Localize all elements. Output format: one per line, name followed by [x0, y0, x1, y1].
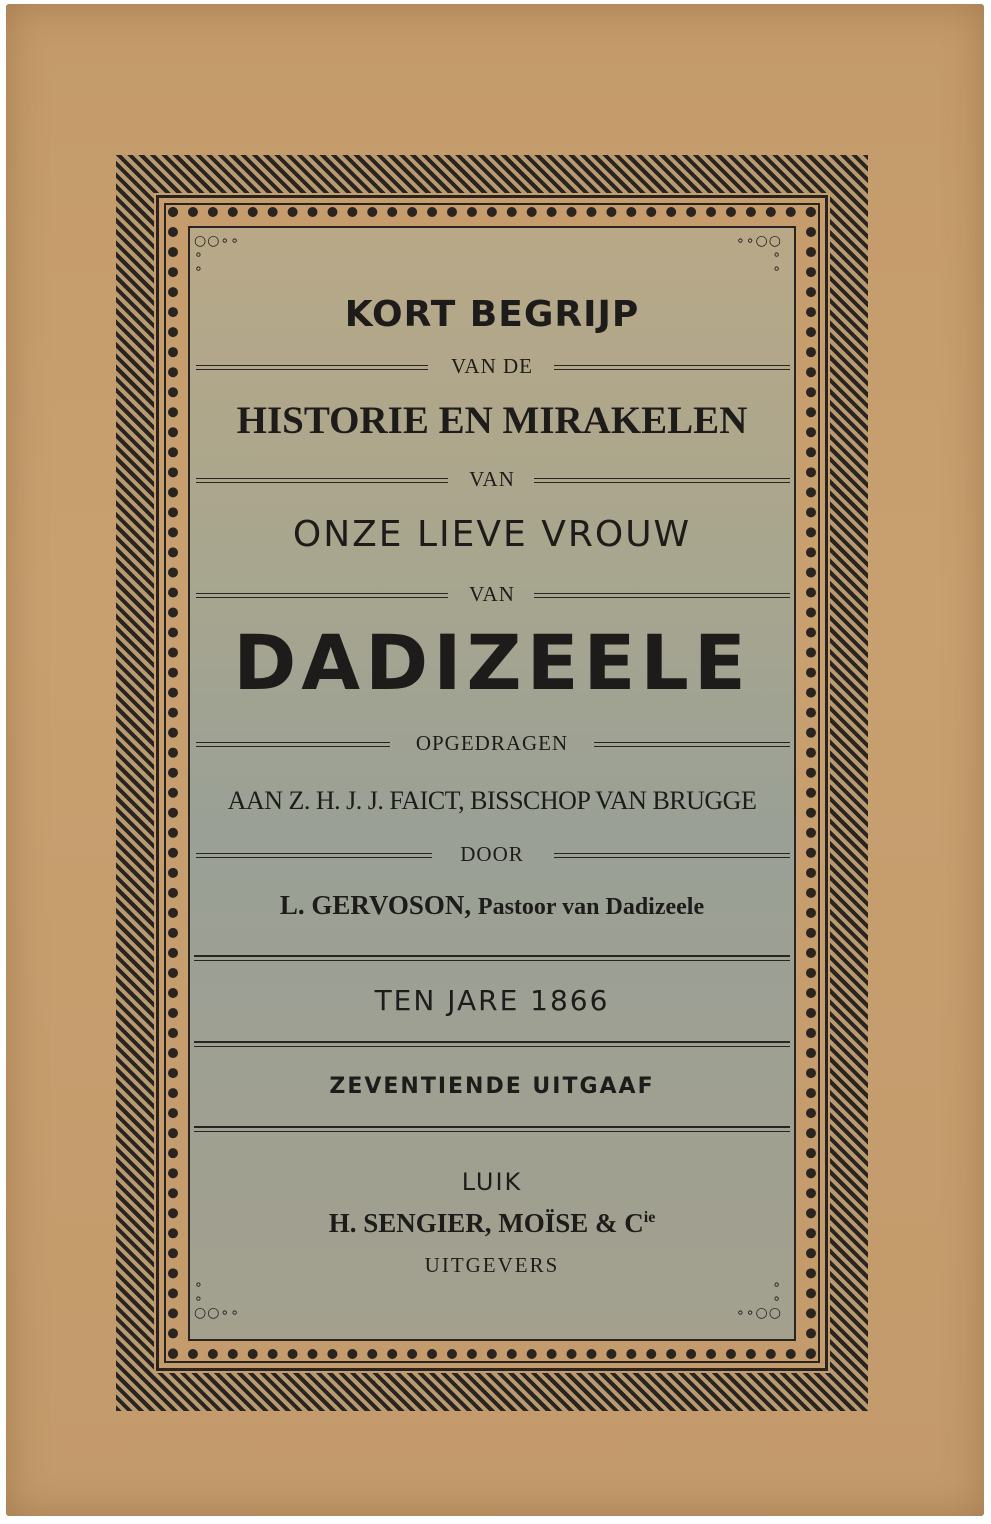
- publisher-name-sup: ie: [643, 1209, 656, 1226]
- section-divider: [194, 1126, 790, 1132]
- rule-right: [534, 593, 790, 598]
- dedication-heading: OPGEDRAGEN: [415, 731, 569, 755]
- corner-ornament-bottom-left-icon: ∘ ∘ ○○∘∘: [194, 1277, 240, 1321]
- title-line-kort-begrijp: KORT BEGRIJP: [344, 294, 640, 335]
- edition-line: ZEVENTIENDE UITGAAF: [329, 1074, 655, 1099]
- section-divider: [194, 955, 790, 961]
- title-line-onze-lieve-vrouw: ONZE LIEVE VROUW: [292, 514, 692, 555]
- author-heading: DOOR: [460, 842, 524, 866]
- title-line-van-de: VAN DE: [450, 354, 534, 378]
- title-line-van: VAN: [469, 467, 515, 491]
- corner-ornament-top-right-icon: ∘∘○○ ∘ ∘: [736, 233, 782, 277]
- author-title: Pastoor van Dadizeele: [477, 894, 705, 920]
- corner-ornament-bottom-right-icon: ∘ ∘ ∘∘○○: [736, 1277, 782, 1321]
- publisher-city: LUIK: [461, 1168, 523, 1196]
- rule-right: [594, 742, 790, 747]
- publisher-name-text: H. SENGIER, MOÏSE & C: [328, 1208, 644, 1238]
- title-line-historie: HISTORIE EN MIRAKELEN: [236, 399, 748, 442]
- title-dadizeele: DADIZEELE: [233, 618, 751, 707]
- rule-right: [554, 365, 790, 370]
- rule-right: [534, 478, 790, 483]
- year-line: TEN JARE 1866: [374, 984, 610, 1017]
- title-line-van: VAN: [469, 582, 515, 606]
- publisher-role: UITGEVERS: [424, 1253, 560, 1277]
- publisher-name: [188, 1208, 796, 1239]
- rule-right: [554, 853, 790, 858]
- corner-ornament-top-left-icon: ○○∘∘ ∘ ∘: [194, 233, 240, 277]
- section-divider: [194, 1041, 790, 1047]
- author-line: [188, 890, 796, 921]
- author-name: L. GERVOSON,: [279, 890, 472, 920]
- dedication-line: AAN Z. H. J. J. FAICT, BISSCHOP VAN BRUGGE: [227, 786, 757, 815]
